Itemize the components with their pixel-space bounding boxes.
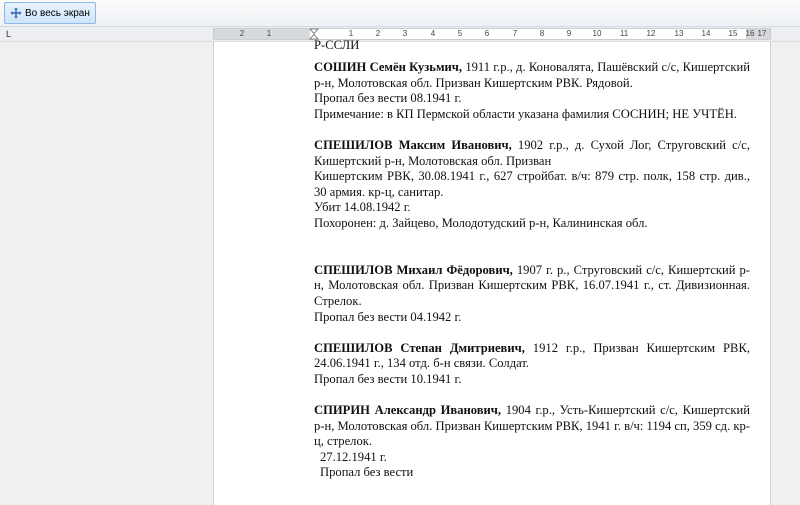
ruler-label: 16 <box>745 29 755 38</box>
tab-selector[interactable]: L <box>6 29 12 39</box>
person-entry <box>314 138 750 232</box>
ruler-label: 9 <box>566 29 572 38</box>
entry-line: Пропал без вести <box>320 465 414 480</box>
ruler-label: 1 <box>266 29 272 38</box>
fullscreen-button[interactable] <box>4 2 96 24</box>
ruler-label: 4 <box>430 29 436 38</box>
entry-heading <box>314 60 750 91</box>
person-entry <box>314 263 750 325</box>
person-name: СПЕШИЛОВ Михаил Фёдорович, <box>314 262 513 277</box>
person-name: СОШИН Семён Кузьмич, <box>314 60 463 74</box>
fullscreen-arrows-icon <box>10 7 22 19</box>
fullscreen-label: Во весь экран <box>25 7 90 19</box>
ruler-label: 2 <box>375 29 381 38</box>
ruler-label: 2 <box>239 29 245 38</box>
left-pane <box>0 42 212 505</box>
ruler-label: 13 <box>674 29 684 38</box>
document-page[interactable] <box>213 38 771 505</box>
entry-line: 27.12.1941 г. <box>320 449 387 464</box>
entry-line: Похоронен: д. Зайцево, Молодотудский р-н, Калининская обл. <box>314 215 648 230</box>
person-name: СПЕШИЛОВ Степан Дмитриевич, <box>314 340 525 355</box>
entry-line: Примечание: в КП Пермской области указана фамилия СОСНИН; НЕ УЧТЁН. <box>314 106 737 121</box>
ruler-label: 12 <box>646 29 656 38</box>
entry-line: Убит 14.08.1942 г. <box>314 200 411 215</box>
entry-heading <box>314 341 750 372</box>
entry-heading <box>314 403 750 450</box>
ruler-label: 6 <box>484 29 490 38</box>
person-entry <box>314 60 750 122</box>
ruler-left-margin <box>214 29 310 39</box>
ruler-label: 3 <box>402 29 408 38</box>
entry-line: Пропал без вести 10.1941 г. <box>314 371 462 386</box>
entry-heading <box>314 263 750 310</box>
ruler-label: 17 <box>757 29 767 38</box>
ruler-label: 7 <box>512 29 518 38</box>
person-entry <box>314 403 750 481</box>
entry-line: Пропал без вести 08.1941 г. <box>314 91 462 106</box>
ruler-label: 5 <box>457 29 463 38</box>
ruler-label: 8 <box>539 29 545 38</box>
entry-details: 1904 г.р., Усть-Кишертский с/с, Кишертский р-н, Молотовская обл. Призван Кишертским РВК, 1941 г. в/ч: 1194 сп, 359 сд. кр-ц, стрелок. <box>314 403 750 449</box>
ruler-label: 15 <box>728 29 738 38</box>
ruler-label: 14 <box>701 29 711 38</box>
person-name: СПИРИН Александр Иванович, <box>314 403 502 418</box>
ruler-label: 10 <box>592 29 602 38</box>
entry-details: 1911 г.р., д. Коновалята, Пашёвский с/с, Кишертский р-н, Молотовская обл. Призван Кишертским РВК. Рядовой. <box>314 60 751 90</box>
ruler-label: 1 <box>348 29 354 38</box>
document-body[interactable] <box>314 38 750 497</box>
ruler-label: 11 <box>619 29 629 38</box>
person-entry <box>314 341 750 388</box>
person-name: СПЕШИЛОВ Максим Иванович, <box>314 137 512 152</box>
entry-details: 1907 г. р., Струговский с/с, Кишертский р-н, Молотовская обл. Призван Кишертским РВК, 16.07.1941 г., ст. Дивизионная. Стрелок. <box>314 262 750 308</box>
entry-heading <box>314 138 750 169</box>
entry-details: 1912 г.р., Призван Кишертским РВК, 24.06.1941 г., 134 отд. б-н связи. Солдат. <box>314 340 750 371</box>
entry-details: 1902 г.р., д. Сухой Лог, Струговский с/с, Кишертский р-н, Молотовская обл. Призван <box>314 137 750 168</box>
toolbar <box>0 0 800 27</box>
cut-off-line: Р-ССЛИ <box>314 38 360 52</box>
entry-line: Пропал без вести 04.1942 г. <box>314 309 462 324</box>
right-margin-area <box>771 42 800 505</box>
entry-line: Кишертским РВК, 30.08.1941 г., 627 стройбат. в/ч: 879 стр. полк, 158 стр. див., 30 армия. кр-ц, санитар. <box>314 169 750 199</box>
